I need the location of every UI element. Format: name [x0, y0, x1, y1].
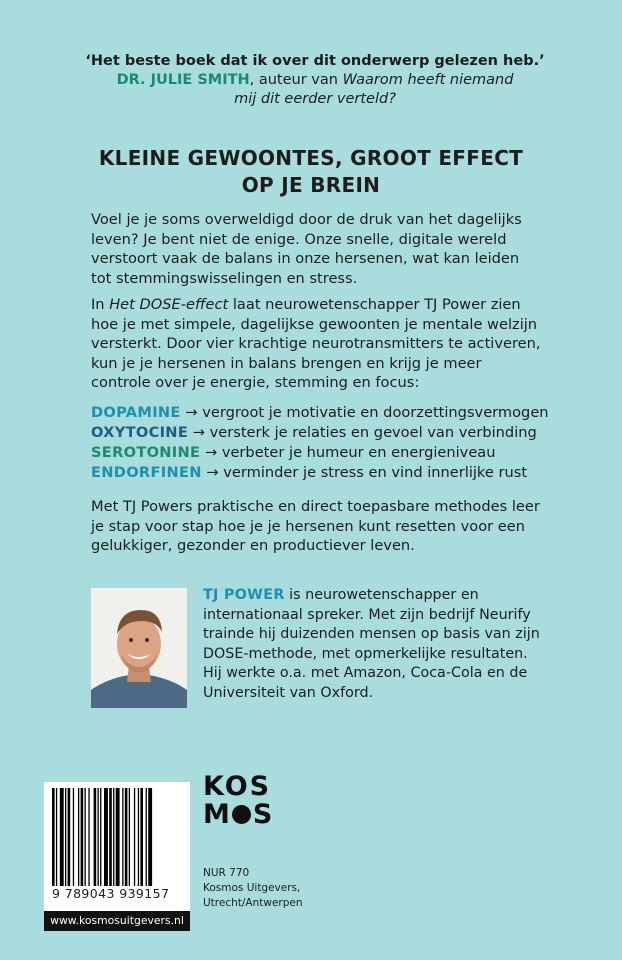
barcode-bars-icon	[52, 788, 182, 886]
nur-code: NUR 770	[203, 867, 250, 879]
neurotransmitter-list	[91, 403, 549, 483]
keyword-serotonine: SEROTONINE	[91, 444, 201, 461]
endorsement-quote	[70, 52, 560, 109]
closing-paragraph: Met TJ Powers praktische en direct toepasbare methodes leer je stap voor stap hoe je je hersenen kunt resetten voor een gelukkiger, gezonder en productiever leven.	[91, 498, 540, 555]
list-item-text: → verbeter je humeur en energieniveau	[200, 444, 496, 461]
quote-text: ‘Het beste boek dat ik over dit onderwerp gelezen heb.’	[85, 53, 545, 69]
list-item-serotonine	[91, 443, 541, 463]
keyword-endorfinen: ENDORFINEN	[91, 464, 202, 481]
quote-book-title-1: Waarom heeft niemand	[342, 72, 514, 88]
list-item-text: → vergroot je motivatie en doorzettingsvermogen	[180, 404, 549, 421]
keyword-oxytocine: OXYTOCINE	[91, 424, 189, 441]
heading-line-1: KLEINE GEWOONTES, GROOT EFFECT	[98, 146, 524, 170]
author-photo	[91, 588, 187, 708]
list-item-oxytocine	[91, 423, 541, 443]
heading-line-2: OP JE BREIN	[241, 173, 381, 197]
keyword-dopamine: DOPAMINE	[91, 404, 181, 421]
book-description-paragraph	[91, 295, 543, 393]
logo-line-2: M S	[203, 799, 275, 830]
quote-book-title-2: mij dit eerder verteld?	[234, 91, 396, 107]
logo-dot-icon	[232, 805, 251, 824]
publisher-name: Kosmos Uitgevers,	[203, 882, 301, 894]
publisher-logo	[203, 773, 274, 829]
publisher-city: Utrecht/Antwerpen	[203, 897, 303, 909]
barcode	[44, 782, 190, 911]
list-item-dopamine	[91, 403, 549, 423]
list-item-text: → versterk je relaties en gevoel van verbinding	[188, 424, 537, 441]
intro-paragraph: Voel je je soms overweldigd door de druk van het dagelijks leven? Je bent niet de enige. Onze snelle, digitale wereld verstoort vaak de balans in onze hersenen, wat kan leiden tot stemmingswisselingen en stress.	[91, 211, 522, 287]
author-bio-text: is neurowetenschapper en internationaal spreker. Met zijn bedrijf Neurify trainde hij duizenden mensen op basis van zijn DOSE-methode, met opmerkelijke resultaten. Hij werkte o.a. met Amazon, Coca-Cola en de Universiteit van Oxford.	[203, 587, 540, 701]
logo-line-1: KOS	[203, 771, 272, 802]
description-prefix: In	[91, 296, 110, 313]
quote-author-role: , auteur van	[249, 72, 343, 88]
author-bio	[203, 586, 543, 704]
isbn-number: 9 789043 939157	[52, 886, 170, 901]
publisher-url: www.kosmosuitgevers.nl	[44, 911, 190, 931]
list-item-endorfinen	[91, 463, 541, 483]
description-text: laat neurowetenschapper TJ Power zien hoe je met simpele, dagelijkse gewoonten je mentale welzijn versterkt. Door vier krachtige neurotransmitters te activeren, kun je je hersenen in balans brengen en krijg je meer controle over je energie, stemming en focus:	[91, 296, 541, 392]
quote-author-name: DR. JULIE SMITH	[116, 72, 250, 88]
list-item-text: → verminder je stress en vind innerlijke rust	[201, 464, 528, 481]
book-title: Het DOSE-effect	[109, 296, 229, 313]
publisher-info	[203, 866, 303, 911]
back-cover-heading	[80, 145, 542, 199]
author-name: TJ POWER	[203, 587, 285, 603]
